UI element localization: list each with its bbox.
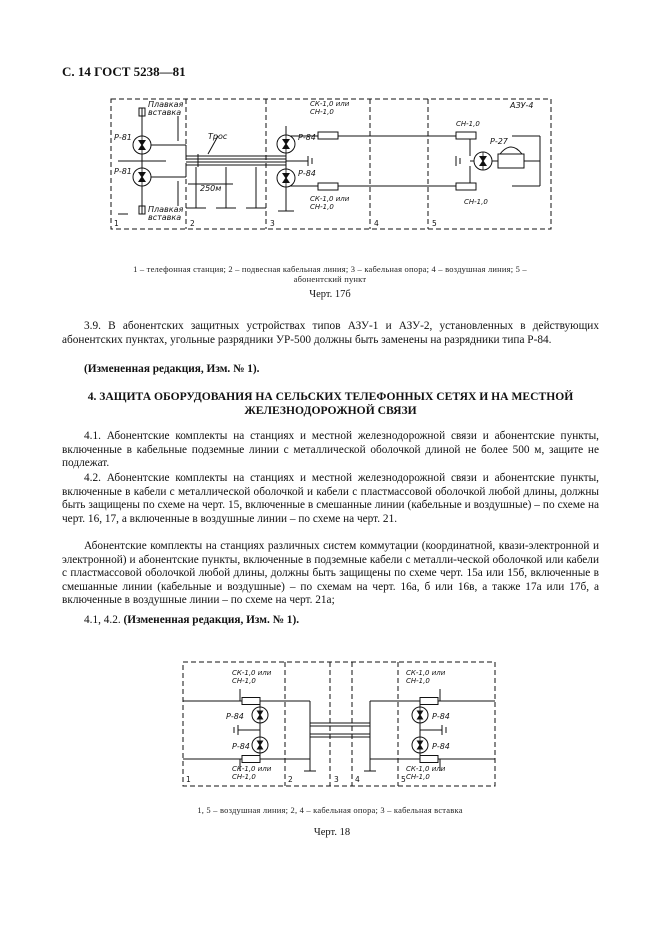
figure-18-title: Черт. 18: [313, 827, 351, 838]
fig18-sk-bl-label-2: СН-1,0: [232, 773, 256, 781]
zone-3-number: 3: [270, 219, 275, 228]
fig18-sk-tl-label-2: СН-1,0: [232, 677, 256, 685]
sk-top-label-2: СН-1,0: [310, 108, 334, 116]
r84-top-label: Р-84: [298, 133, 316, 142]
fig18-r84-br-label: Р-84: [432, 742, 450, 751]
sn-top-label: СН-1,0: [456, 120, 480, 128]
azu-label: АЗУ-4: [510, 101, 534, 110]
figure-17b-title: Черт. 17б: [309, 289, 351, 300]
fuse-top-label-2: вставка: [148, 108, 182, 117]
r84-bottom-label: Р-84: [298, 169, 316, 178]
amendment-note-1: (Измененная редакция, Изм. № 1).: [84, 363, 260, 375]
sk-bottom-label-1: СК-1,0 или: [310, 195, 350, 203]
fig18-sk-bl-label-1: СК-1,0 или: [232, 765, 272, 773]
page-header: С. 14 ГОСТ 5238—81: [62, 64, 186, 79]
fig18-sk-br-label-1: СК-1,0 или: [406, 765, 446, 773]
fig18-zone-5: 5: [401, 775, 406, 784]
paragraph-4-2-continued: Абонентские комплекты на станциях различных систем коммутации (координатной, квази-электронной и электронной) и абонентские пункты, включенные в подземные кабели с металли-ческой оболочкой или кабели с пластмассовой оболочкой любой длины, должны быть защищены по схеме черт. 15а или 15б, включенные в смешанные линии (кабельные и воздушные) – по схемам на черт. 16а, б или 16в, а также 17а или 17б, а включенные в воздушные линии – по схеме на черт. 21а;: [62, 540, 599, 607]
fuse-bottom-label-1: Плавкая: [148, 205, 184, 214]
r27-label: Р-27: [490, 137, 508, 146]
zone-5-number: 5: [432, 219, 437, 228]
figure-18-caption: 1, 5 – воздушная линия; 2, 4 – кабельная опора; 3 – кабельная вставка: [197, 805, 463, 815]
zone-4-number: 4: [374, 219, 379, 228]
fig18-sk-tr-label-2: СН-1,0: [406, 677, 430, 685]
amendment-note-2: [62, 614, 599, 628]
section-4-title: 4. ЗАЩИТА ОБОРУДОВАНИЯ НА СЕЛЬСКИХ ТЕЛЕФОННЫХ СЕТЯХ И НА МЕСТНОЙ ЖЕЛЕЗНОДОРОЖНОЙ СВЯЗИ: [87, 390, 574, 417]
fig18-sk-tl-label-1: СК-1,0 или: [232, 669, 272, 677]
zone-2-number: 2: [190, 219, 195, 228]
amendment-note-2-prefix: 4.1, 4.2.: [84, 614, 121, 626]
fig18-r84-tl-label: Р-84: [226, 712, 244, 721]
r81-top-label: Р-81: [114, 133, 132, 142]
r81-bottom-label: Р-81: [114, 167, 132, 176]
fig18-zone-2: 2: [288, 775, 293, 784]
figure-17b-diagram: [108, 96, 556, 236]
fig18-sk-tr-label-1: СК-1,0 или: [406, 669, 446, 677]
fig18-sk-br-label-2: СН-1,0: [406, 773, 430, 781]
fig18-r84-bl-label: Р-84: [232, 742, 250, 751]
amendment-note-2-text: (Измененная редакция, Изм. № 1).: [123, 614, 300, 626]
fuse-bottom-label-2: вставка: [148, 213, 182, 222]
sn-bottom-label: СН-1,0: [464, 198, 488, 206]
figure-17b-caption: 1 – телефонная станция; 2 – подвесная кабельная линия; 3 – кабельная опора; 4 – воздушная линия; 5 – абонентский пункт: [133, 264, 527, 284]
fig18-zone-3: 3: [334, 775, 339, 784]
paragraph-4-1: 4.1. Абонентские комплекты на станциях и местной железнодорожной связи и абонентские пункты, включенные в кабельные подземные линии с металлической оболочкой длиной не более 500 м, защите не подлежат.: [62, 430, 599, 470]
fuse-top-label-1: Плавкая: [148, 100, 184, 109]
figure-18-diagram: [180, 659, 498, 791]
tros-label: Трос: [208, 132, 228, 141]
paragraph-4-2: 4.2. Абонентские комплекты на станциях и местной железнодорожной связи и абонентские пункты, включенные в кабели с металлической оболочкой и кабели с пластмассовой оболочкой любой длины, должны быть защищены по схеме на черт. 15, включенные в смешанные линии (кабельные и воздушные) – по схеме на черт. 16, 17, а включенные в воздушные линии – по схеме на черт. 21.: [62, 472, 599, 525]
paragraph-3-9: 3.9. В абонентских защитных устройствах типов АЗУ-1 и АЗУ-2, установленных в действующих абонентских пунктах, угольные разрядники УР-500 должны быть заменены на разрядники типа Р-84.: [62, 320, 599, 346]
distance-label: 250м: [200, 184, 222, 193]
zone-1-number: 1: [114, 219, 119, 228]
sk-top-label-1: СК-1,0 или: [310, 100, 350, 108]
sk-bottom-label-2: СН-1,0: [310, 203, 334, 211]
fig18-r84-tr-label: Р-84: [432, 712, 450, 721]
fig18-zone-4: 4: [355, 775, 360, 784]
fig18-zone-1: 1: [186, 775, 191, 784]
